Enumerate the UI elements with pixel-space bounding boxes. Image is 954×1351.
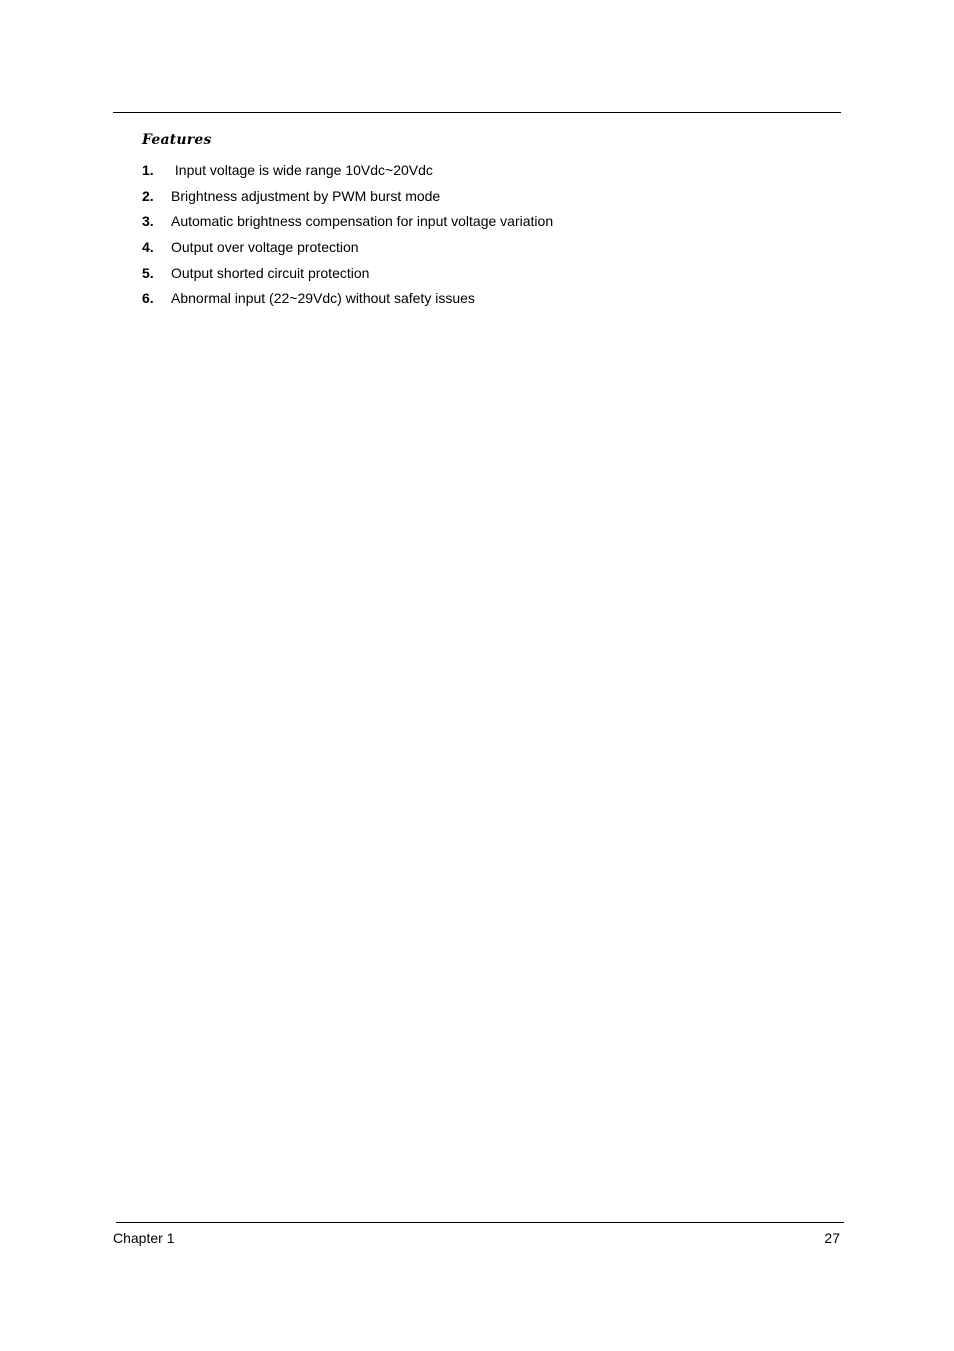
list-item [142, 237, 553, 263]
list-item [142, 211, 553, 237]
item-text: Input voltage is wide range 10Vdc~20Vdc [171, 162, 433, 178]
list-item [142, 263, 553, 289]
footer-divider [116, 1222, 844, 1223]
item-number: 4. [142, 239, 154, 256]
item-text: Abnormal input (22~29Vdc) without safety issues [171, 290, 475, 307]
features-list [142, 160, 553, 314]
list-item [142, 288, 553, 314]
item-number: 1. [142, 162, 154, 178]
footer-chapter: Chapter 1 [113, 1230, 175, 1246]
item-number: 6. [142, 290, 154, 307]
item-number: 5. [142, 264, 154, 281]
item-text: Output shorted circuit protection [171, 264, 370, 281]
section-title: Features [142, 132, 212, 148]
footer-page-number: 27 [824, 1230, 840, 1246]
item-number: 3. [142, 213, 154, 230]
item-number: 2. [142, 187, 154, 204]
item-text: Brightness adjustment by PWM burst mode [171, 187, 441, 204]
item-text: Output over voltage protection [171, 239, 359, 256]
list-item [142, 186, 553, 212]
header-divider [113, 112, 841, 113]
item-text: Automatic brightness compensation for input voltage variation [171, 213, 554, 230]
list-item [142, 160, 553, 186]
